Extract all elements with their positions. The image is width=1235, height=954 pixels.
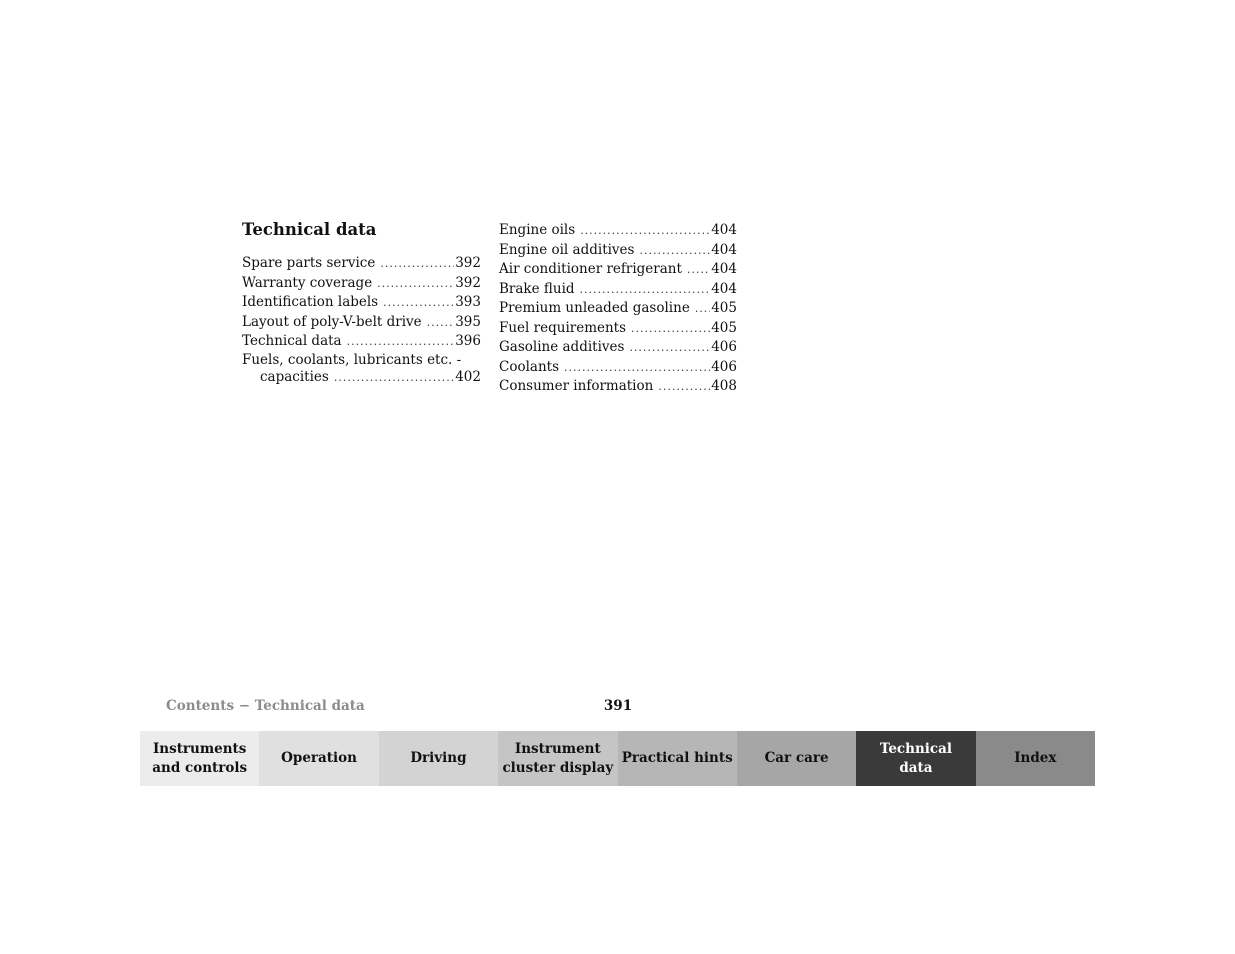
toc-entry-page: 405 (711, 319, 737, 336)
leader-dots (695, 299, 710, 319)
toc-entry-title: Fuels, coolants, lubricants etc. - (242, 351, 462, 368)
tab-car-care[interactable]: Car care (737, 731, 856, 786)
leader-dots (564, 358, 710, 378)
leader-dots (377, 274, 454, 294)
page-number: 391 (603, 698, 633, 714)
toc-entry[interactable] (499, 358, 737, 378)
toc-entry[interactable] (499, 319, 737, 339)
toc-entry[interactable] (242, 254, 481, 274)
tab-driving[interactable]: Driving (379, 731, 498, 786)
leader-dots (380, 254, 454, 274)
toc-entry-page: 402 (455, 368, 481, 385)
toc-entry-page: 395 (455, 313, 481, 330)
footer-section-label: Contents − Technical data (166, 698, 365, 714)
toc-entry-title: Coolants (499, 358, 559, 375)
toc-entry-page: 404 (711, 280, 737, 297)
chapter-tab-bar (140, 731, 1095, 786)
toc-entry-title: Spare parts service (242, 255, 376, 271)
toc-entry-title: Layout of poly-V-belt drive (242, 313, 422, 330)
leader-dots (580, 280, 711, 300)
tab-operation[interactable]: Operation (259, 731, 378, 786)
tab-practical-hints[interactable]: Practical hints (618, 731, 737, 786)
toc-entry-title: Premium unleaded gasoline (499, 300, 690, 316)
toc-entry-title: Brake fluid (499, 280, 575, 297)
toc-entry-page: 408 (711, 378, 737, 394)
toc-entry[interactable] (499, 221, 737, 241)
toc-entry-page: 392 (455, 274, 481, 291)
toc-column-right (499, 221, 737, 397)
leader-dots (334, 369, 454, 386)
toc-entry-title: Gasoline additives (499, 339, 625, 355)
toc-entry-title: Engine oil additives (499, 241, 635, 258)
toc-entry[interactable] (242, 352, 481, 386)
toc-entry-title-continued: capacities (260, 368, 329, 385)
toc-entry[interactable] (242, 332, 481, 352)
toc-entry-title: Air conditioner refrigerant (499, 261, 682, 277)
toc-entry[interactable] (242, 274, 481, 294)
toc-entry[interactable] (499, 338, 737, 358)
leader-dots (639, 241, 710, 261)
leader-dots (687, 260, 710, 280)
toc-entry-title: Engine oils (499, 222, 576, 238)
toc-entry-title: Warranty coverage (242, 274, 373, 291)
leader-dots (383, 293, 454, 313)
toc-entry-page: 406 (711, 358, 737, 375)
leader-dots (658, 377, 710, 397)
toc-entry-page: 405 (711, 300, 737, 316)
toc-entry-page: 404 (711, 261, 737, 277)
toc-entry-title: Technical data (242, 333, 342, 349)
toc-entry-page: 404 (711, 222, 737, 238)
toc-entry[interactable] (499, 260, 737, 280)
section-title: Technical data (242, 220, 377, 239)
toc-entry-page: 404 (711, 241, 737, 258)
leader-dots (631, 319, 710, 339)
leader-dots (629, 338, 710, 358)
toc-column-left (242, 254, 481, 386)
toc-entry-page: 406 (711, 339, 737, 355)
toc-entry-title: Identification labels (242, 294, 379, 310)
leader-dots (427, 313, 455, 333)
toc-entry[interactable] (499, 299, 737, 319)
toc-entry[interactable] (242, 293, 481, 313)
tab-technical-data[interactable]: Technical data (856, 731, 975, 786)
leader-dots (347, 332, 455, 352)
tab-instrument-cluster-display[interactable]: Instrument cluster display (498, 731, 617, 786)
tab-index[interactable]: Index (976, 731, 1095, 786)
toc-entry[interactable] (499, 241, 737, 261)
toc-entry-page: 396 (455, 333, 481, 349)
toc-entry-page: 393 (455, 294, 481, 310)
toc-entry[interactable] (499, 280, 737, 300)
toc-entry[interactable] (499, 377, 737, 397)
tab-instruments-and-controls[interactable]: Instruments and controls (140, 731, 259, 786)
leader-dots (580, 221, 710, 241)
toc-entry-title: Consumer information (499, 378, 654, 394)
toc-entry[interactable] (242, 313, 481, 333)
toc-entry-page: 392 (455, 255, 481, 271)
toc-entry-title: Fuel requirements (499, 319, 627, 336)
